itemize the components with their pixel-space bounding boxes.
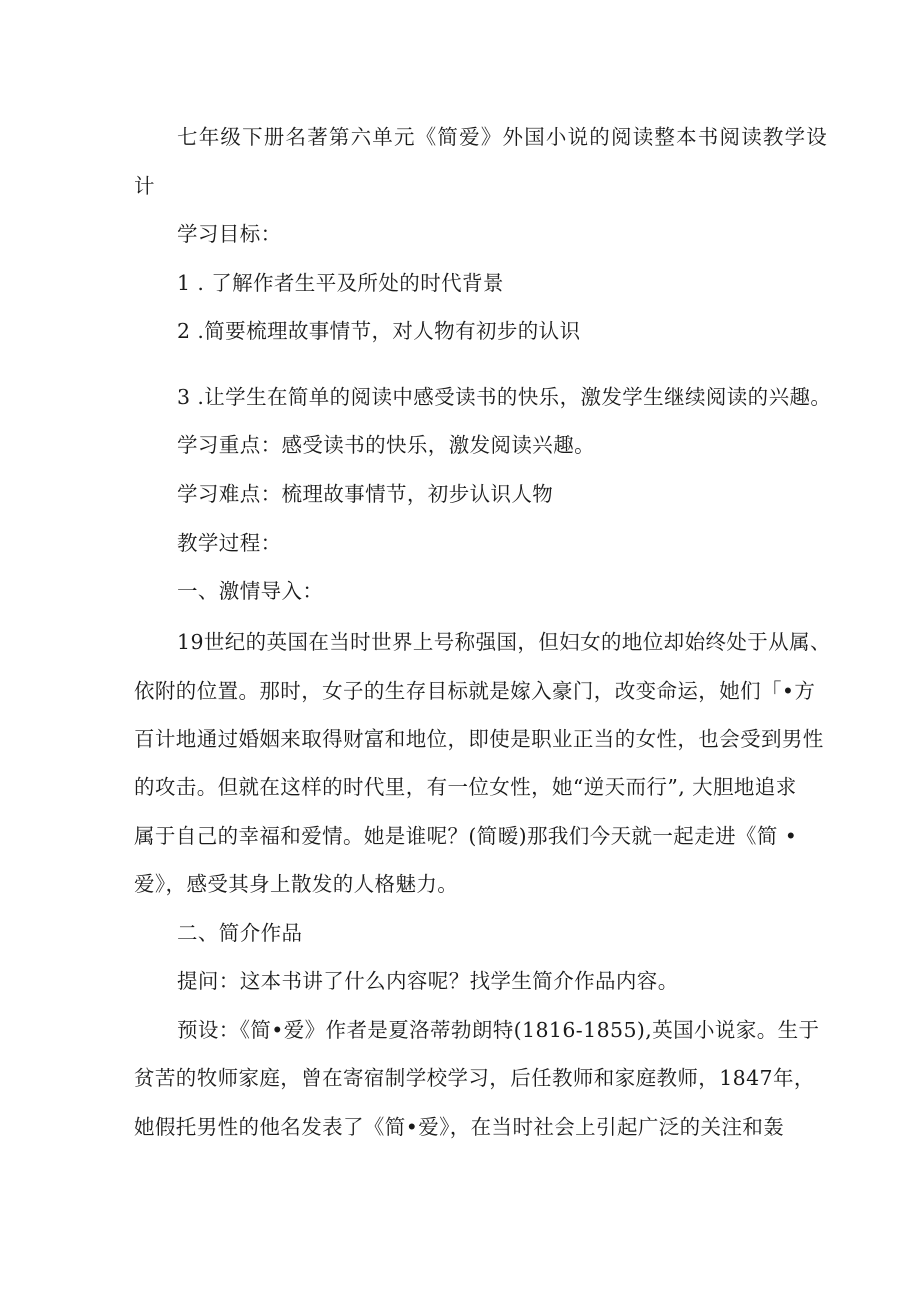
objectives-heading: 学习目标：: [177, 222, 282, 246]
document-title-line-1: 七年级下册名著第六单元《简爱》外国小说的阅读整本书阅读教学设: [177, 125, 828, 149]
section-1-paragraph-line: 百计地通过婚姻来取得财富和地位，即使是职业正当的女性，也会受到男性: [134, 727, 824, 751]
section-1-heading: 一、激情导入：: [177, 579, 324, 603]
document-title-line-2: 计: [134, 174, 156, 198]
section-1-paragraph-line: 依附的位置。那时，女子的生存目标就是嫁入豪门，改变命运，她们「•方: [134, 679, 816, 703]
section-1-paragraph-line: 的攻击。但就在这样的时代里，有一位女性，她“逆天而行”, 大胆地追求: [134, 775, 797, 799]
objective-item-2: 2 .简要梳理故事情节，对人物有初步的认识: [177, 319, 581, 343]
section-1-paragraph-line: 属于自己的幸福和爱情。她是谁呢？(简暧)那我们今天就一起走进《简 •: [134, 824, 798, 848]
section-2-heading: 二、简介作品: [177, 921, 303, 945]
preset-paragraph-line: 贫苦的牧师家庭，曾在寄宿制学校学习，后任教师和家庭教师，1847年，: [134, 1066, 815, 1090]
preset-paragraph-line: 她假托男性的他名发表了《简•爱》，在当时社会上引起广泛的关注和轰: [134, 1115, 785, 1139]
difficulty-point: 学习难点：梳理故事情节，初步认识人物: [177, 482, 554, 506]
process-heading: 教学过程：: [177, 531, 282, 555]
preset-paragraph-line: 预设：《简•爱》作者是夏洛蒂勃朗特(1816-1855),英国小说家。生于: [177, 1018, 820, 1042]
section-1-paragraph-line: 19世纪的英国在当时世界上号称强国，但妇女的地位却始终处于从属、: [177, 630, 831, 654]
key-point: 学习重点：感受读书的快乐，激发阅读兴趣。: [177, 433, 595, 457]
objective-item-1: 1 . 了解作者生平及所处的时代背景: [177, 271, 504, 295]
section-1-paragraph-line: 爱》，感受其身上散发的人格魅力。: [134, 872, 459, 896]
objective-item-3: 3 .让学生在简单的阅读中感受读书的快乐，激发学生继续阅读的兴趣。: [177, 385, 832, 409]
question-line: 提问：这本书讲了什么内容呢？找学生简介作品内容。: [177, 969, 679, 993]
